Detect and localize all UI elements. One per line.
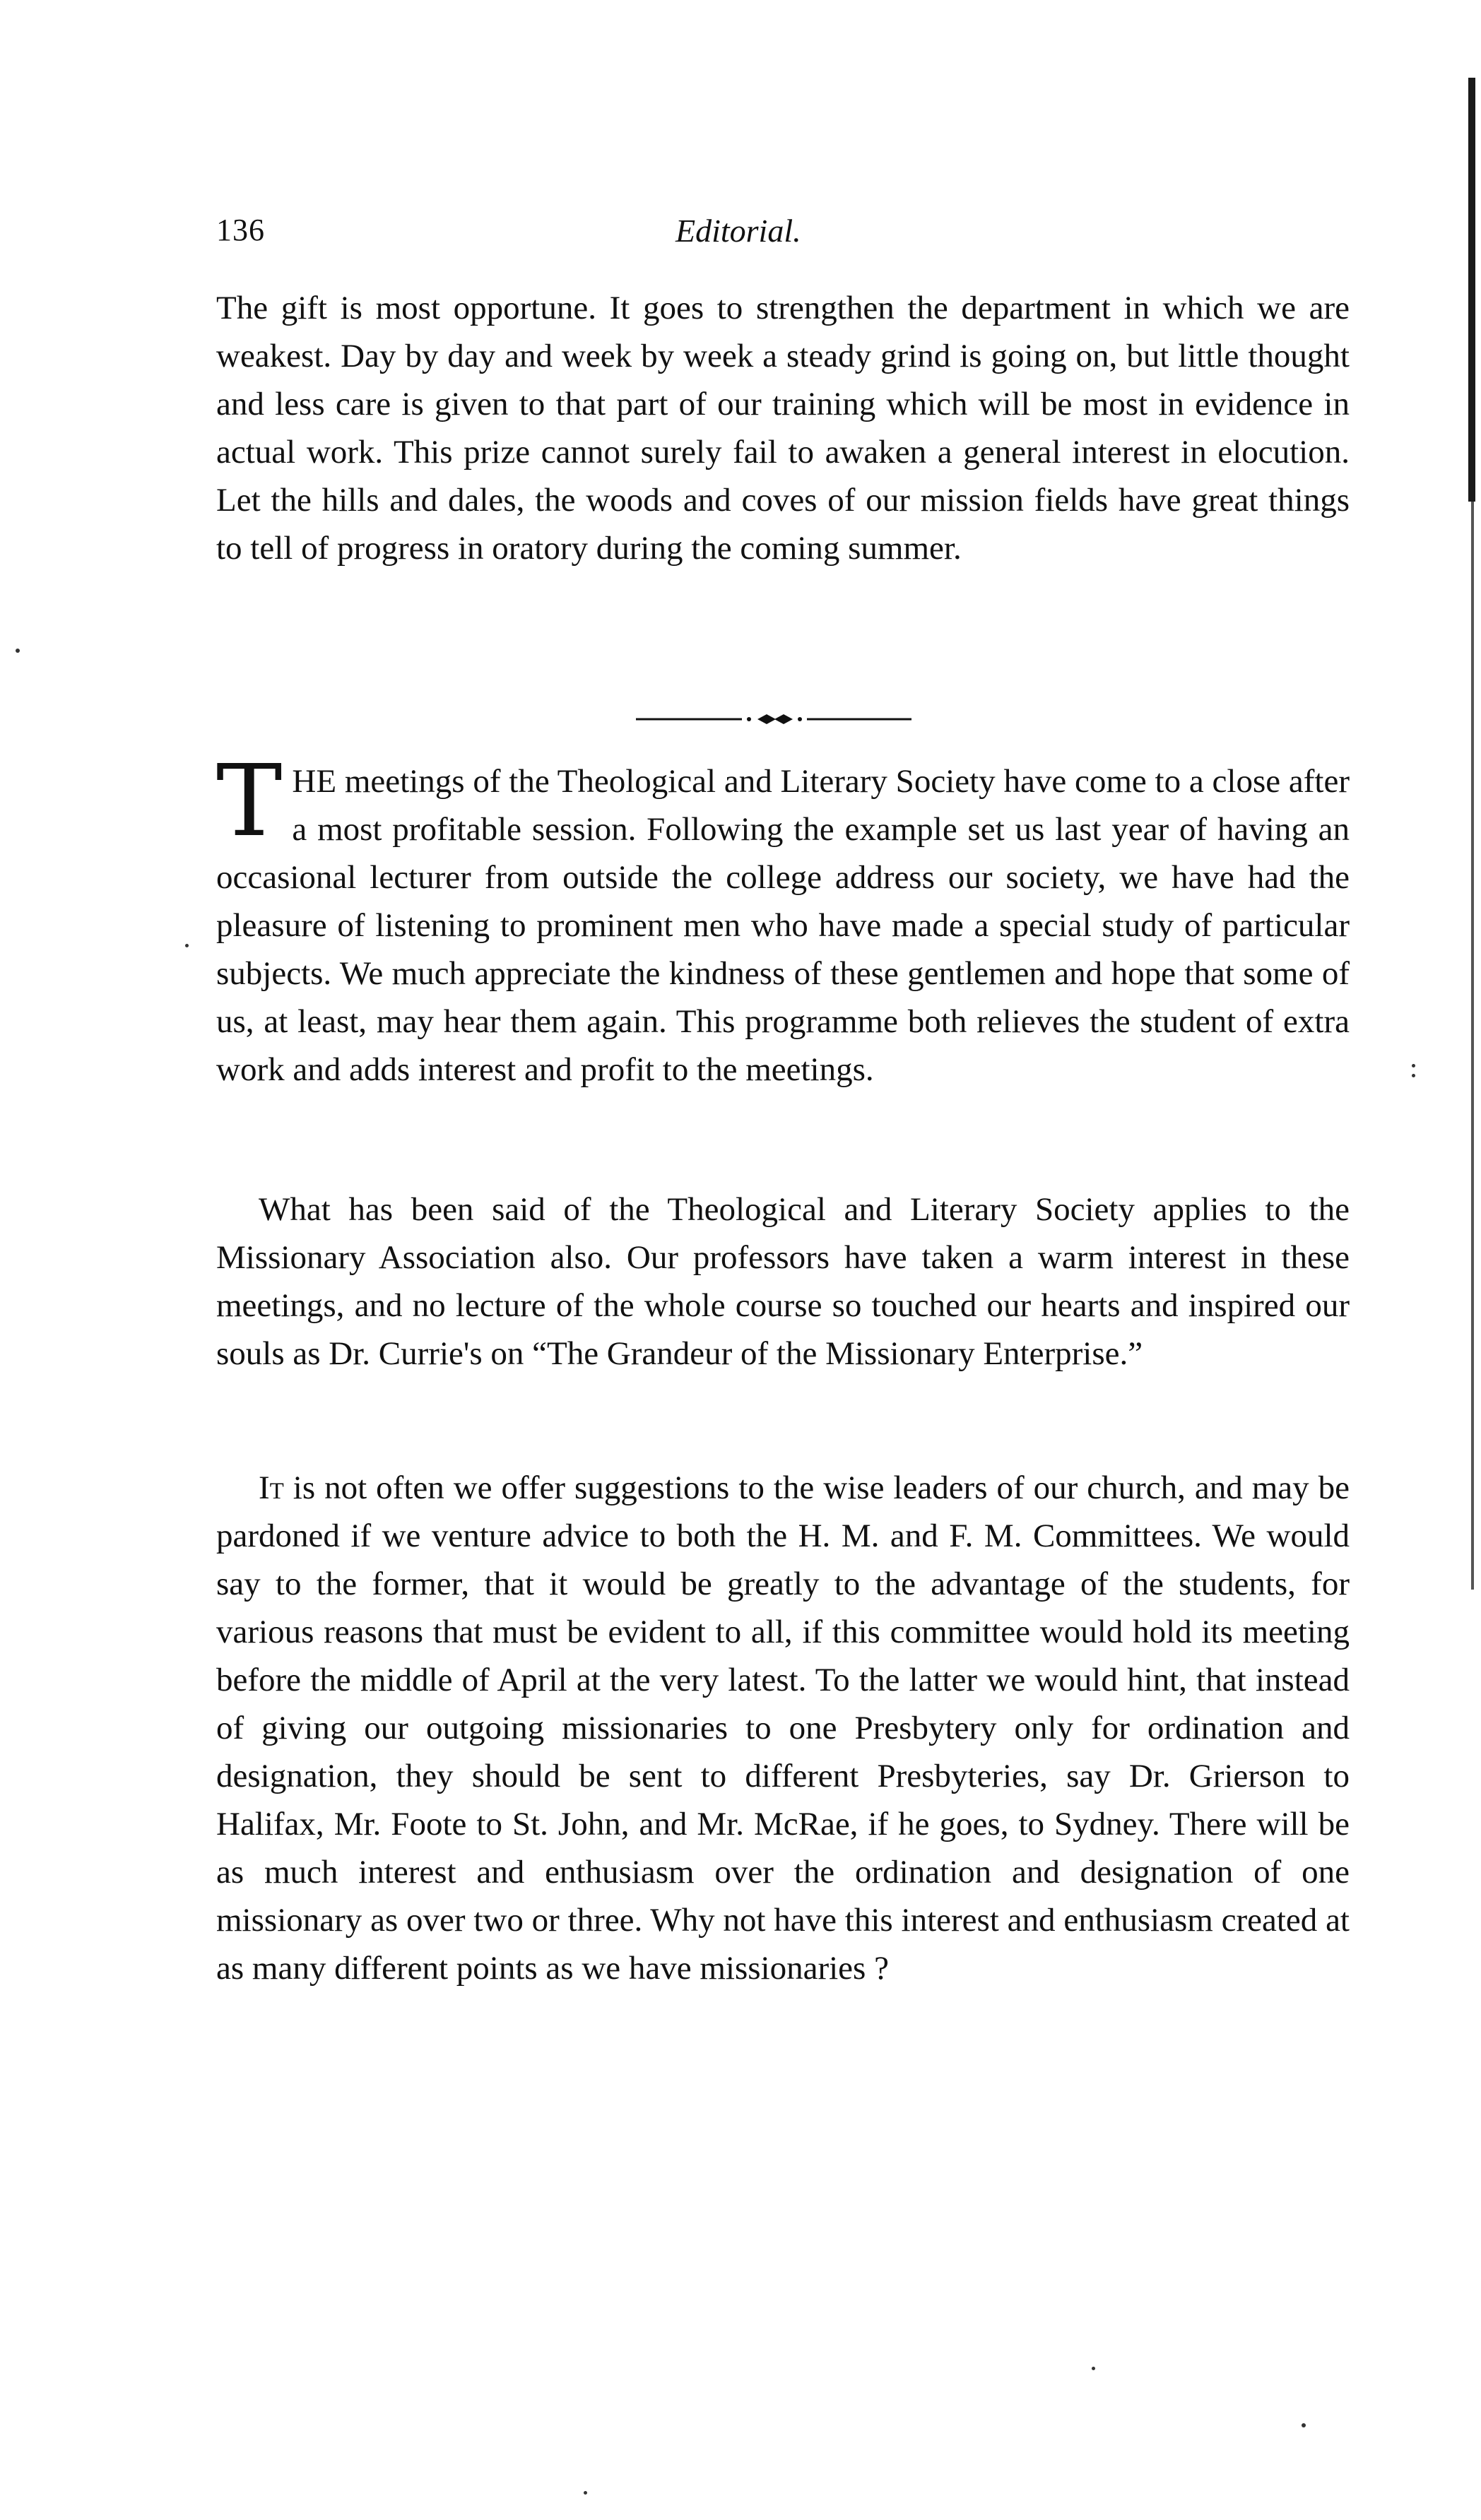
scan-speck	[1092, 2367, 1095, 2370]
scan-speck	[16, 649, 20, 653]
page-edge-line	[1471, 502, 1474, 1590]
paragraph-text: What has been said of the Theological and Literary Society applies to the Missionary Association also. Our professors have taken a warm interest in these meetings, and no lecture of the whole course so touched our hearts and inspired our souls as Dr. Currie's on “The Grandeur of the Missionary Enterprise.”	[216, 1191, 1350, 1372]
paragraph-theological-society	[216, 744, 1350, 1094]
paragraph-text: The gift is most opportune. It goes to strengthen the department in which we are weakest. Day by day and week by week a steady grind is going on, but little thought and less care is given to that part of our training which will be most in evidence in actual work. This prize cannot surely fail to awaken a general interest in elocution. Let the hills and dales, the woods and coves of our mission fields have great things to tell of progress in oratory during the coming summer.	[216, 290, 1350, 567]
page-edge-shadow	[1468, 78, 1475, 502]
running-title: Editorial.	[675, 213, 801, 249]
scan-speck	[185, 944, 189, 947]
paragraph-text: is not often we offer suggestions to the wise leaders of our church, and may be pardoned if we venture advice to both the H. M. and F. M. Committees. We would say to the former, that it would be greatly to the advantage of the students, for various reasons that must be evident to all, if this committee would hold its meeting before the middle of April at the very latest. To the latter we would hint, that instead of giving our outgoing missionaries to one Presbytery only for ordination and designation, they should be sent to different Presbyteries, say Dr. Grierson to Halifax, Mr. Foote to St. John, and Mr. McRae, if he goes, to Sydney. There will be as much interest and enthusiasm over the ordination and designation of one missionary as over two or three. Why not have this interest and enthusiasm created at as many different points as we have missionaries ?	[216, 1469, 1350, 1987]
paragraph-lead: It	[259, 1469, 284, 1506]
scan-speck	[1302, 2423, 1306, 2427]
page-number: 136	[216, 213, 265, 247]
paragraph-elocution-prize	[216, 284, 1350, 572]
scan-speck	[1412, 1074, 1415, 1077]
paragraph-missionary-association	[216, 1185, 1350, 1378]
section-divider-ornament	[636, 712, 911, 726]
scan-speck	[584, 2491, 587, 2495]
page-header	[216, 212, 1350, 254]
paragraph-committee-suggestions	[216, 1464, 1350, 1992]
drop-cap: T	[216, 744, 283, 859]
paragraph-lead: HE	[292, 763, 337, 800]
scan-speck	[1412, 1064, 1415, 1067]
paragraph-text: meetings of the Theological and Literary Society have come to a close after a most profitable session. Following the example set us last year of having an occasional lecturer from outside the college address our society, we have had the pleasure of listening to prominent men who have made a special study of particular subjects. We much appreciate the kindness of these gentlemen and hope that some of us, at least, may hear them again. This programme both relieves the student of extra work and adds interest and profit to the meetings.	[216, 763, 1350, 1088]
